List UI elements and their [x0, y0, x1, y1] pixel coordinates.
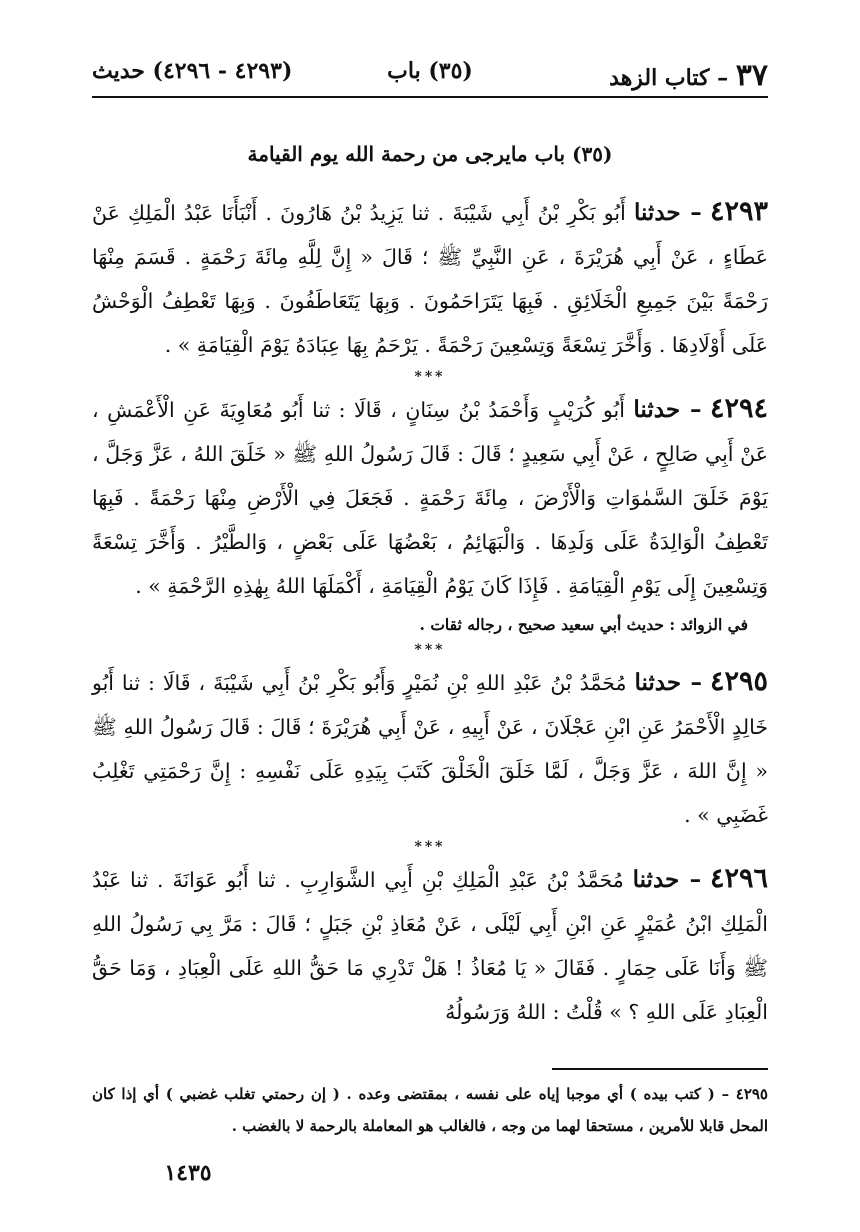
zawaid-note: في الزوائد : حديث أبي سعيد صحيح ، رجاله ثقات . — [419, 615, 748, 634]
chapter-title: (٣٥) باب مايرجى من رحمة الله يوم القيامة — [247, 142, 613, 166]
hadith-text: أَبُو كُرَيْبٍ وَأَحْمَدُ بْنُ سِنَانٍ ، قَالَا : ثنا أَبُو مُعَاوِيَةَ عَنِ الْأَعْمَشِ ، عَنْ أَبِي صَالِحٍ ، عَنْ أَبِي سَعِيدٍ ؛ قَالَ : قَالَ رَسُولُ اللهِ ﷺ « خَلَقَ اللهُ ، عَزَّ وَجَلَّ ، يَوْمَ خَلَقَ السَّمٰوَاتِ وَالْأَرْضَ ، مِائَةَ رَحْمَةٍ . فَجَعَلَ فِي الْأَرْضِ مِنْهَا رَحْمَةً . فَبِهَا تَعْطِفُ الْوَالِدَةُ عَلَى وَلَدِهَا . وَالْبَهَائِمُ ، بَعْضُهَا عَلَى بَعْضٍ ، وَالطَّيْرُ . وَأَخَّرَ تِسْعَةً وَتِسْعِينَ إِلَى يَوْمِ الْقِيَامَةِ . فَإِذَا كَانَ يَوْمُ الْقِيَامَةِ ، أَكْمَلَهَا اللهُ بِهٰذِهِ الرَّحْمَةِ » . — [92, 398, 768, 598]
hadith-text: مُحَمَّدُ بْنُ عَبْدِ الْمَلِكِ بْنِ أَبِي الشَّوَارِبِ . ثنا أَبُو عَوَانَةَ . ثنا عَبْدُ الْمَلِكِ ابْنُ عُمَيْرٍ عَنِ ابْنِ أَبِي لَيْلَى ، عَنْ مُعَاذِ بْنِ جَبَلٍ ؛ قَالَ : مَرَّ بِي رَسُولُ اللهِ ﷺ وَأَنَا عَلَى حِمَارٍ . فَقَالَ « يَا مُعَاذُ ! هَلْ تَدْرِي مَا حَقُّ اللهِ عَلَى الْعِبَادِ ، وَمَا حَقُّ الْعِبَادِ عَلَى اللهِ ؟ » قُلْتُ : اللهُ وَرَسُولُهُ — [92, 868, 768, 1024]
hadith-number: ٤٢٩٦ — [709, 863, 768, 894]
hadith-number: ٤٢٩٣ — [709, 196, 768, 227]
header-hadith-range: (٤٢٩٣ - ٤٢٩٦) حديث — [92, 58, 293, 84]
main-text — [92, 190, 768, 1034]
hadith-text: مُحَمَّدُ بْنُ عَبْدِ اللهِ بْنِ نُمَيْرٍ وَأَبُو بَكْرِ بْنُ أَبِي شَيْبَةَ ، قَالَا : ثنا أَبُو خَالِدٍ الْأَحْمَرُ عَنِ ابْنِ عَجْلَانَ ، عَنْ أَبِيهِ ، عَنْ أَبِي هُرَيْرَةَ ؛ قَالَ : قَالَ رَسُولُ اللهِ ﷺ « إِنَّ اللهَ ، عَزَّ وَجَلَّ ، لَمَّا خَلَقَ الْخَلْقَ كَتَبَ بِيَدِهِ عَلَى نَفْسِهِ : إِنَّ رَحْمَتِي تَغْلِبُ غَضَبِي » . — [92, 671, 768, 827]
separator-stars: *** — [414, 839, 446, 855]
hadith-4296 — [92, 857, 768, 1034]
footnote: ٤٢٩٥ – ( كتب بيده ) أي موجبا إياه على نفسه ، بمقتضى وعده . ( إن رحمتي تغلب غضبي ) أي إذا كان المحل قابلا للأمرين ، مستحقا لهما من وجه ، فالغالب هو المعاملة بالرحمة لا بالغضب . — [92, 1085, 768, 1135]
hadith-label: – حدثنا — [633, 199, 702, 226]
hadith-label: – حدثنا — [632, 866, 702, 893]
separator-stars: *** — [414, 369, 446, 385]
hadith-4295 — [92, 660, 768, 837]
page-number: ١٤٣٥ — [164, 1160, 212, 1186]
separator-stars: *** — [414, 642, 446, 658]
hadith-number: ٤٢٩٤ — [709, 393, 768, 424]
hadith-label: – حدثنا — [633, 396, 702, 423]
hadith-label: – حدثنا — [634, 669, 703, 696]
hadith-4293 — [92, 190, 768, 367]
running-header — [92, 58, 768, 98]
header-chapter-ref: (٣٥) باب — [387, 58, 473, 84]
header-divider — [92, 96, 768, 98]
footnote-divider — [552, 1068, 768, 1070]
header-book-name: – كتاب الزهد — [609, 65, 729, 91]
hadith-text: أَبُو بَكْرِ بْنُ أَبِي شَيْبَةَ . ثنا يَزِيدُ بْنُ هَارُونَ . أَنْبَأَنَا عَبْدُ الْمَلِكِ عَنْ عَطَاءٍ ، عَنْ أَبِي هُرَيْرَةَ ، عَنِ النَّبِيِّ ﷺ ؛ قَالَ « إِنَّ لِلَّهِ مِائَةَ رَحْمَةٍ . قَسَمَ مِنْهَا رَحْمَةً بَيْنَ جَمِيعِ الْخَلَائِقِ . فَبِهَا يَتَرَاحَمُونَ . وَبِهَا يَتَعَاطَفُونَ . وَبِهَا تَعْطِفُ الْوَحْشُ عَلَى أَوْلَادِهَا . وَأَخَّرَ تِسْعَةً وَتِسْعِينَ رَحْمَةً . يَرْحَمُ بِهَا عِبَادَهُ يَوْمَ الْقِيَامَةِ » . — [92, 201, 768, 357]
header-page-number: ٣٧ — [735, 58, 768, 93]
hadith-4294 — [92, 387, 768, 608]
hadith-number: ٤٢٩٥ — [709, 666, 768, 697]
